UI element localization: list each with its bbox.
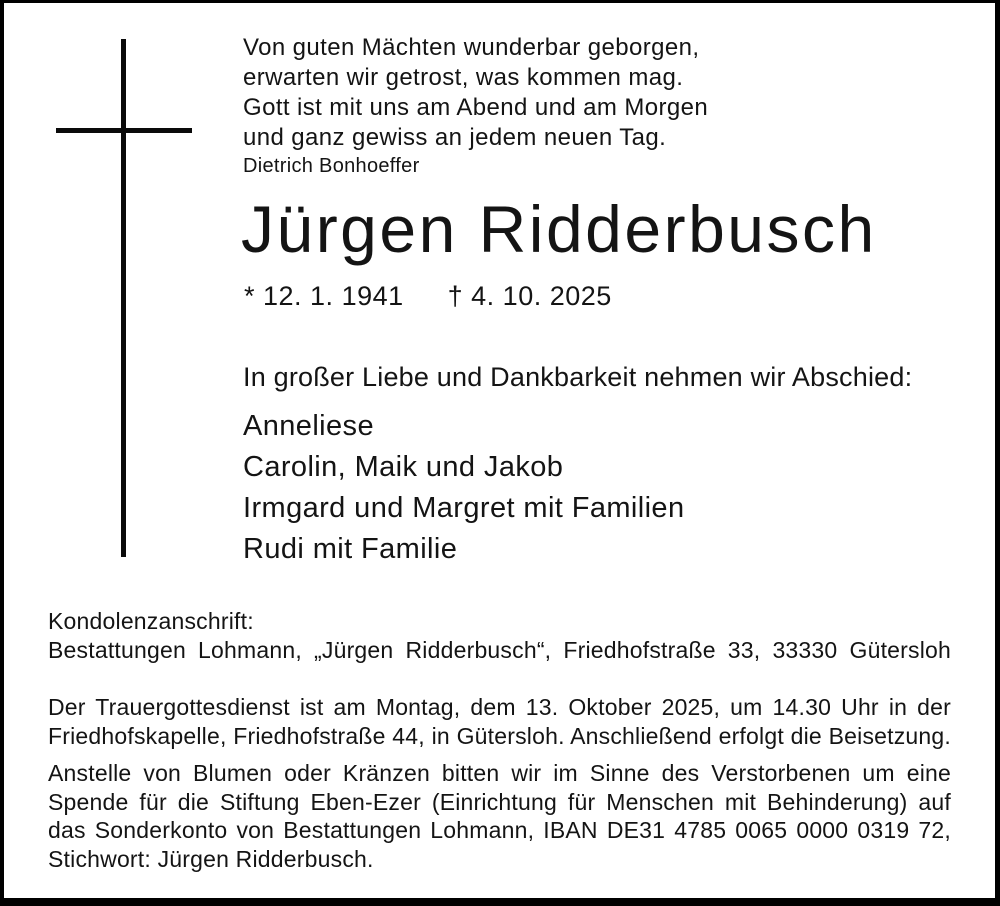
- quote-line-2: erwarten wir getrost, was kommen mag.: [243, 64, 684, 91]
- quote-line-3: Gott ist mit uns am Abend und am Morgen: [243, 94, 709, 121]
- quote-line-4: und ganz gewiss an jedem neuen Tag.: [243, 124, 667, 151]
- mourner-line-1: Anneliese: [243, 410, 374, 442]
- service-line-1: Der Trauergottesdienst ist am Montag, dem 13. Oktober 2025, um 14.30 Uhr in der: [48, 694, 951, 720]
- donation-section: [48, 759, 951, 873]
- cross-horizontal-bar: [56, 128, 192, 133]
- farewell-intro: In großer Liebe und Dankbarkeit nehmen wir Abschied:: [243, 362, 913, 392]
- service-line-2: Friedhofskapelle, Friedhofstraße 44, in Gütersloh. Anschließend erfolgt die Beisetzung.: [48, 723, 951, 749]
- mourner-line-3: Irmgard und Margret mit Familien: [243, 492, 685, 524]
- deceased-name: Jürgen Ridderbusch: [241, 192, 877, 266]
- quote-line-1: Von guten Mächten wunderbar geborgen,: [243, 34, 700, 61]
- mourners-list: [243, 406, 684, 570]
- condolence-section: [48, 607, 951, 665]
- condolence-address: Bestattungen Lohmann, „Jürgen Ridderbusch“, Friedhofstraße 33, 33330 Gütersloh: [48, 637, 951, 663]
- death-date: † 4. 10. 2025: [447, 281, 612, 311]
- condolence-label: Kondolenzanschrift:: [48, 608, 254, 634]
- donation-line-3: das Sonderkonto von Bestattungen Lohmann, IBAN DE31 4785 0065 0000 0319 72,: [48, 817, 951, 843]
- donation-line-1: Anstelle von Blumen oder Kränzen bitten wir im Sinne des Verstorbenen um eine: [48, 760, 951, 786]
- birth-date: * 12. 1. 1941: [244, 281, 404, 311]
- donation-line-2: Spende für die Stiftung Eben-Ezer (Einrichtung für Menschen mit Behinderung) auf: [48, 788, 951, 815]
- life-dates: [244, 279, 612, 313]
- memorial-quote: [243, 33, 708, 153]
- mourner-line-2: Carolin, Maik und Jakob: [243, 451, 564, 483]
- service-section: [48, 693, 951, 751]
- mourner-line-4: Rudi mit Familie: [243, 533, 458, 565]
- cross-vertical-bar: [121, 39, 126, 557]
- donation-line-4: Stichwort: Jürgen Ridderbusch.: [48, 845, 374, 872]
- quote-attribution: Dietrich Bonhoeffer: [243, 155, 420, 177]
